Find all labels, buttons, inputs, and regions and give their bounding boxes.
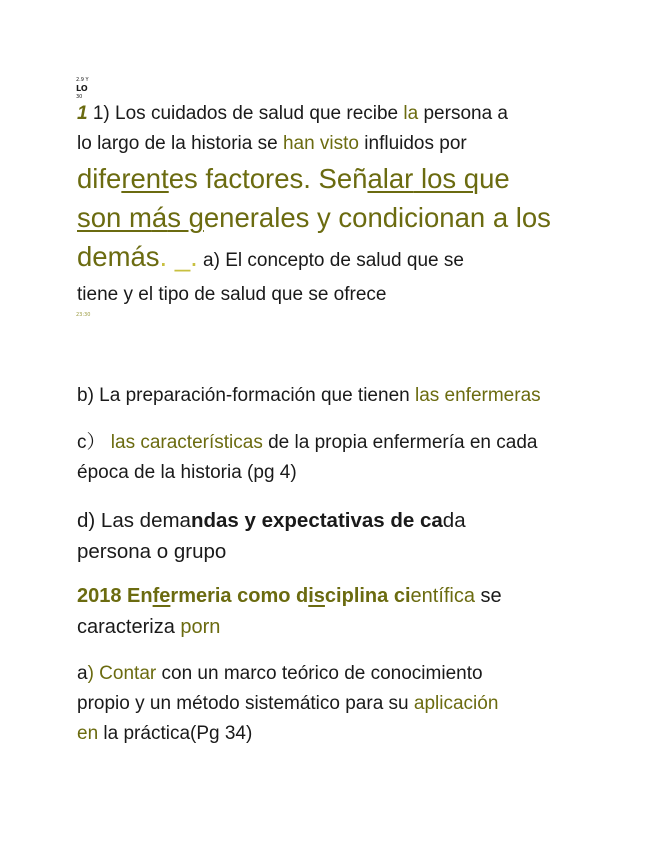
q1-number: 1: [77, 103, 88, 124]
option-b: b) La preparación-formación que tienen las enfermeras: [77, 385, 541, 406]
small-mark-2: LO: [76, 84, 88, 93]
option-c: c） las características de la propia enfermería en cada época de la historia (pg 4): [77, 432, 538, 483]
small-mark-3: 30: [76, 94, 83, 100]
q1-line-2: lo largo de la historia se han visto influidos por: [77, 133, 467, 154]
q1-line-1: 1 1) Los cuidados de salud que recibe la persona a: [77, 103, 508, 124]
q1-line-3: diferentes factores. Señalar los que: [77, 163, 510, 194]
small-mark-mid: 23:30: [76, 312, 91, 318]
q2-option-a: a) Contar con un marco teórico de conocimiento propio y un método sistemático para su aplicación en la práctica(Pg 34): [77, 663, 499, 744]
q1-line-4: son más generales y condicionan a los: [77, 202, 551, 233]
q1-line-6: tiene y el tipo de salud que se ofrece: [77, 284, 387, 305]
q1-line-5: demás. _. a) El concepto de salud que se: [77, 241, 464, 272]
small-mark-1: 2.9 Y: [76, 77, 89, 83]
question-2: 2018 Enfermeria como disciplina científica se caracteriza porn: [77, 585, 502, 638]
question-1: [77, 99, 551, 310]
option-d: d) Las demandas y expectativas de cada persona o grupo: [77, 509, 466, 563]
